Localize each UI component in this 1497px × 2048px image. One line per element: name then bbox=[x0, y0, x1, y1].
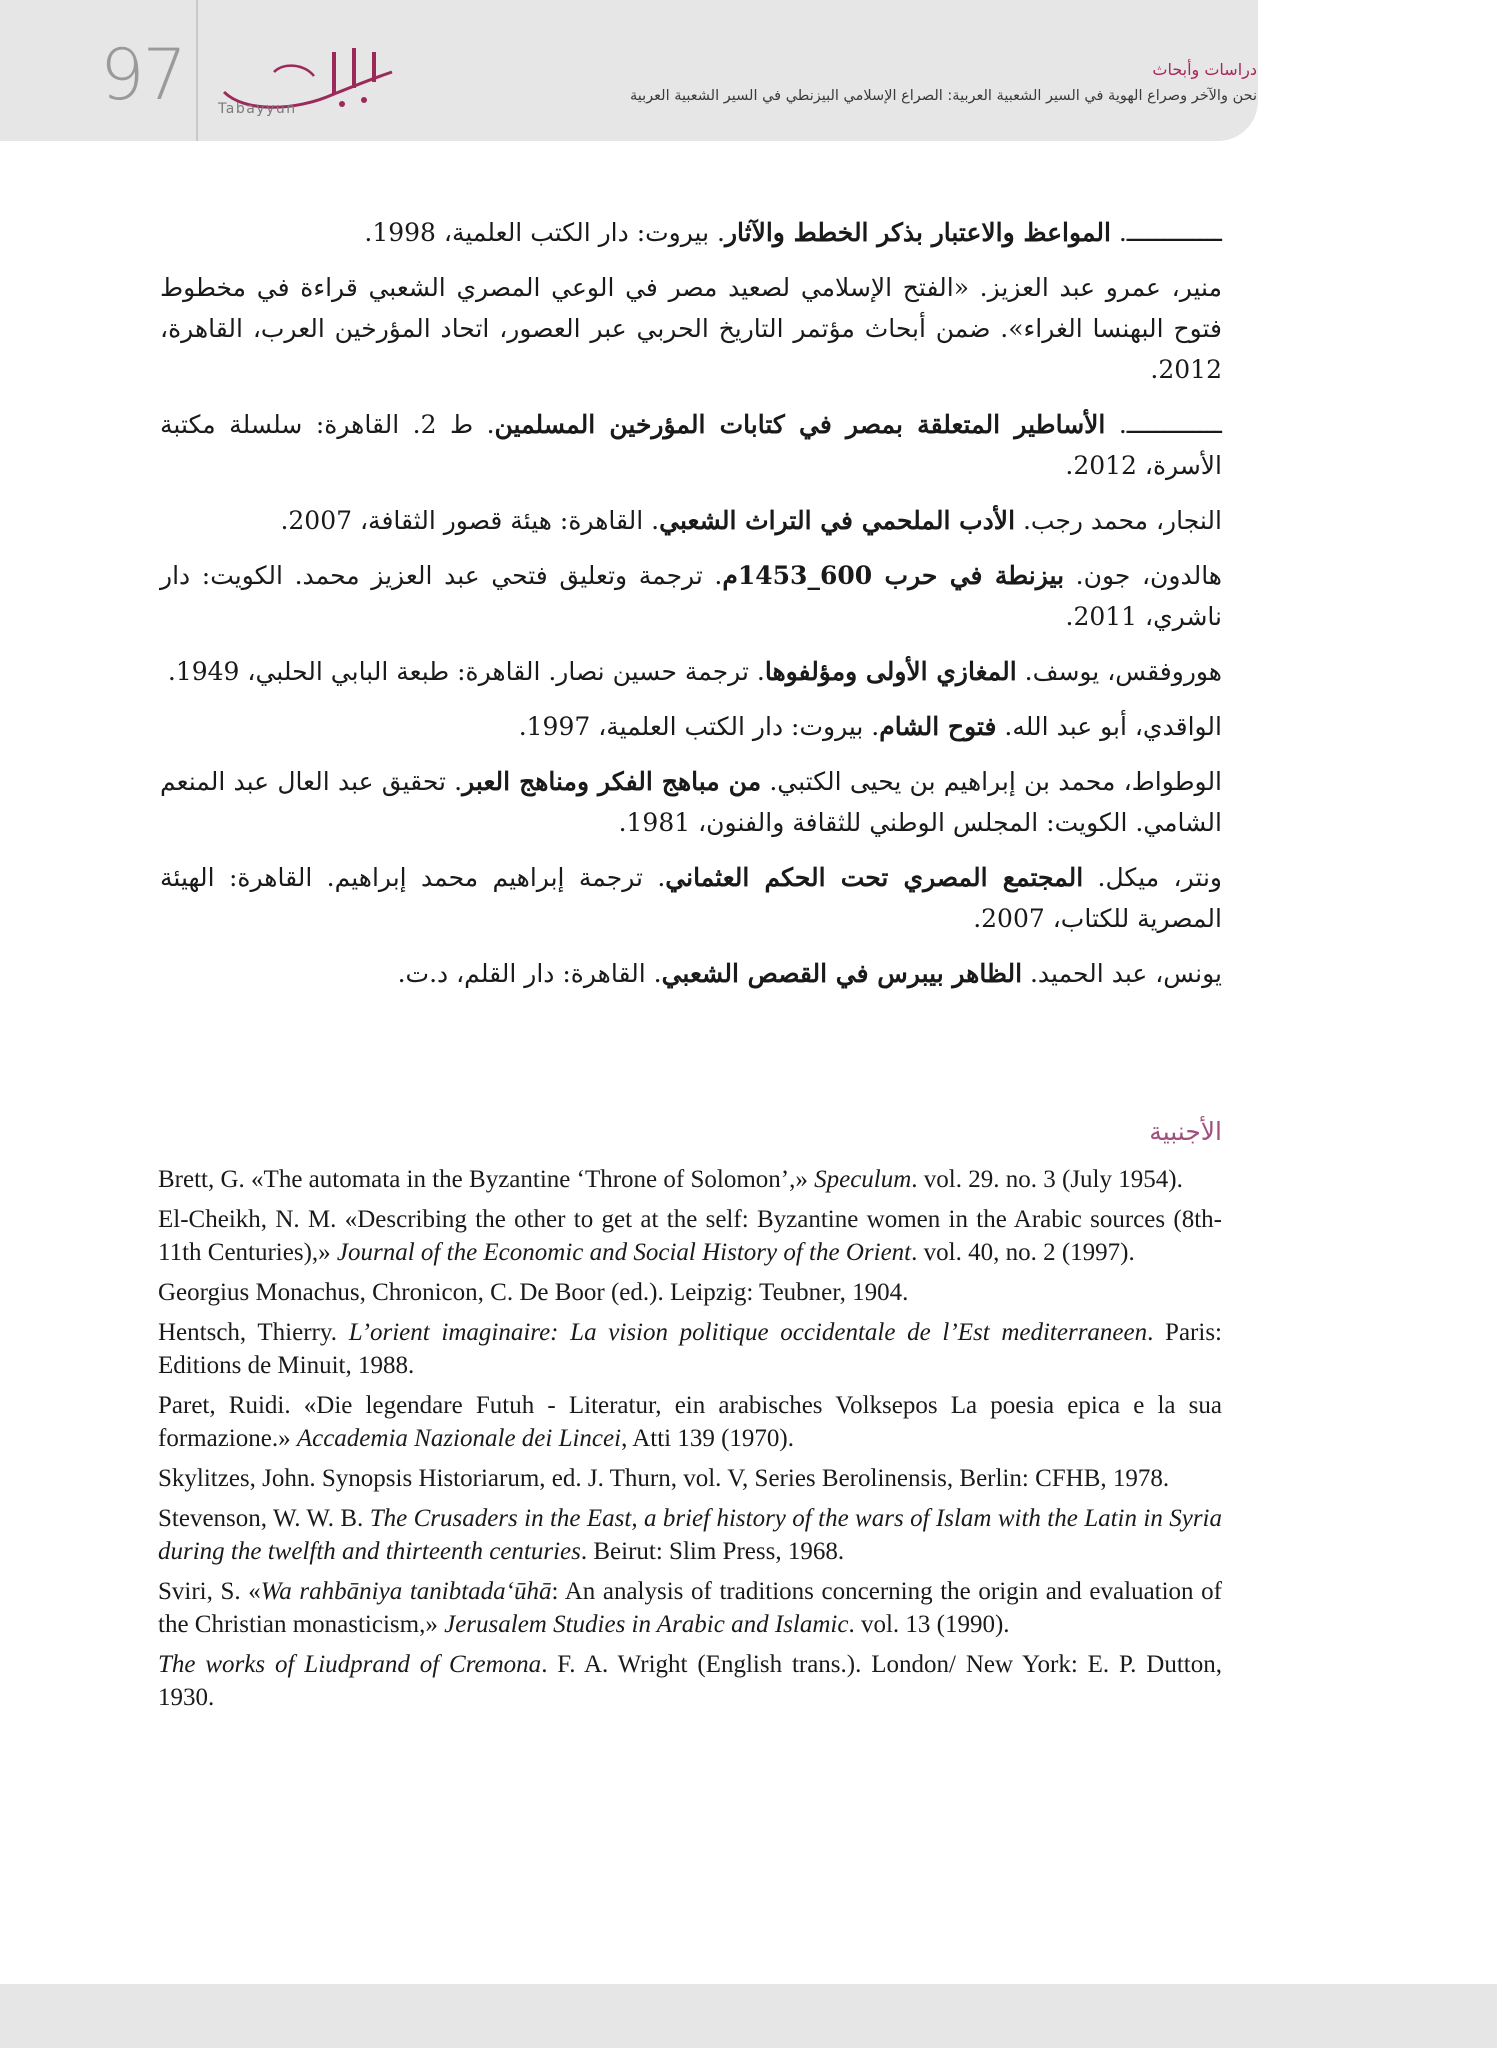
page-header bbox=[0, 0, 1258, 141]
reference-entry: ـــــــــــــ. المواعظ والاعتبار بذكر الخطط والآثار. بيروت: دار الكتب العلمية، 1998. bbox=[364, 218, 1222, 247]
reference-entry: يونس، عبد الحميد. الظاهر بيبرس في القصص الشعبي. القاهرة: دار القلم، د.ت. bbox=[397, 959, 1222, 988]
reference-entry: Stevenson, W. W. B. The Crusaders in the East, a brief history of the wars of Islam with the Latin in Syria during the twelfth and thirteenth centuries. Beirut: Slim Press, 1968. bbox=[158, 1505, 1222, 1565]
reference-entry: Skylitzes, John. Synopsis Historiarum, ed. J. Thurn, vol. V, Series Berolinensis, Berlin: CFHB, 1978. bbox=[158, 1465, 1170, 1492]
section-name: دراسات وأبحاث bbox=[1152, 60, 1257, 79]
reference-entry: Georgius Monachus, Chronicon, C. De Boor (ed.). Leipzig: Teubner, 1904. bbox=[158, 1279, 909, 1306]
reference-entry: الواقدي، أبو عبد الله. فتوح الشام. بيروت: دار الكتب العلمية، 1997. bbox=[518, 712, 1222, 741]
reference-entry: منير، عمرو عبد العزيز. «الفتح الإسلامي لصعيد مصر في الوعي المصري الشعبي قراءة في مخطوط فتوح البهنسا الغراء». ضمن أبحاث مؤتمر التاريخ الحربي عبر العصور، اتحاد المؤرخين العرب، القاهرة، 2012. bbox=[160, 273, 1222, 384]
reference-entry: هالدون، جون. بيزنطة في حرب 600_1453م. ترجمة وتعليق فتحي عبد العزيز محمد. الكويت: دار ناشري، 2011. bbox=[160, 561, 1222, 631]
reference-entry: الوطواط، محمد بن إبراهيم بن يحيى الكتبي. من مباهج الفكر ومناهج العبر. تحقيق عبد العال عبد المنعم الشامي. الكويت: المجلس الوطني للثقافة والفنون، 1981. bbox=[160, 767, 1223, 837]
page-number: 97 bbox=[100, 34, 186, 116]
logo-latin-text: Tabayyun bbox=[218, 101, 297, 117]
reference-entry: Brett, G. «The automata in the Byzantine ‘Throne of Solomon’,» Speculum. vol. 29. no. 3 (July 1954). bbox=[158, 1166, 1183, 1193]
reference-entry: ـــــــــــــ. الأساطير المتعلقة بمصر في كتابات المؤرخين المسلمين. ط 2. القاهرة: سلسلة مكتبة الأسرة، 2012. bbox=[160, 410, 1222, 480]
reference-entry: هوروفقس، يوسف. المغازي الأولى ومؤلفوها. ترجمة حسين نصار. القاهرة: طبعة البابي الحلبي، 1949. bbox=[167, 657, 1222, 686]
header-divider bbox=[196, 0, 198, 141]
reference-entry: ونتر، ميكل. المجتمع المصري تحت الحكم العثماني. ترجمة إبراهيم محمد إبراهيم. القاهرة: الهيئة المصرية للكتاب، 2007. bbox=[160, 863, 1222, 933]
reference-entry: Hentsch, Thierry. L’orient imaginaire: La vision politique occidentale de l’Est mediterraneen. Paris: Editions de Minuit, 1988. bbox=[158, 1319, 1222, 1379]
arabic-references bbox=[160, 212, 1222, 1008]
reference-entry: The works of Liudprand of Cremona. F. A. Wright (English trans.). London/ New York: E. P. Dutton, 1930. bbox=[158, 1651, 1222, 1711]
running-title: نحن والآخر وصراع الهوية في السير الشعبية العربية: الصراع الإسلامي البيزنطي في السير الشعبية العربية bbox=[629, 88, 1257, 104]
reference-entry: النجار، محمد رجب. الأدب الملحمي في التراث الشعبي. القاهرة: هيئة قصور الثقافة، 2007. bbox=[280, 506, 1222, 535]
page-footer bbox=[0, 1984, 1497, 2048]
foreign-references-heading: الأجنبية bbox=[1149, 1117, 1222, 1146]
reference-entry: El-Cheikh, N. M. «Describing the other to get at the self: Byzantine women in the Arabic sources (8th-11th Centuries),» Journal of the Economic and Social History of the Orient. vol. 40, no. 2 (1997). bbox=[158, 1206, 1222, 1266]
foreign-references bbox=[158, 1163, 1222, 1721]
reference-entry: Sviri, S. «Wa rahbāniya tanibtada‘ūhā: An analysis of traditions concerning the origin and evaluation of the Christian monasticism,» Jerusalem Studies in Arabic and Islamic. vol. 13 (1990). bbox=[158, 1578, 1223, 1638]
reference-entry: Paret, Ruidi. «Die legendare Futuh - Literatur, ein arabisches Volksepos La poesia epica e la sua formazione.» Accademia Nazionale dei Lincei, Atti 139 (1970). bbox=[158, 1392, 1222, 1452]
